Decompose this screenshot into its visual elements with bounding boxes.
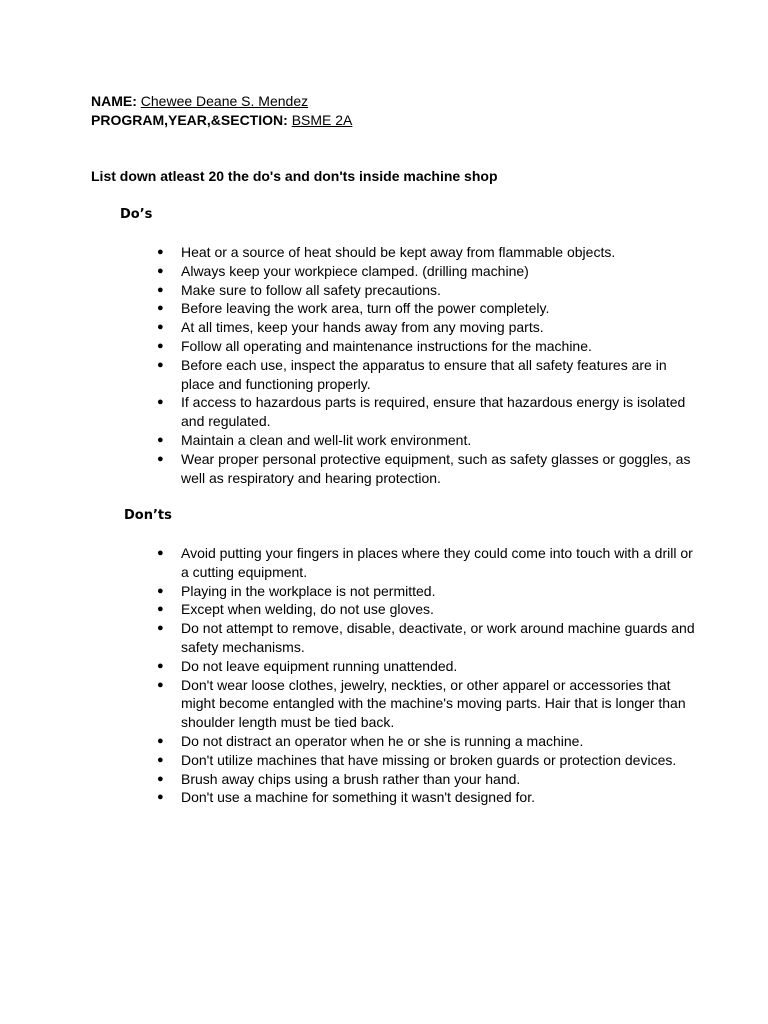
list-item: [155, 393, 695, 431]
program-label: PROGRAM,YEAR,&SECTION:: [91, 112, 288, 128]
bullet-icon: ●: [157, 264, 164, 277]
bullet-icon: ●: [157, 283, 164, 296]
list-item-text: Always keep your workpiece clamped. (drilling machine): [181, 262, 529, 279]
bullet-icon: ●: [157, 358, 164, 371]
list-item-text: Avoid putting your fingers in places where they could come into touch with a drill or a cutting equipment.: [181, 545, 693, 580]
dos-heading: Do’s: [120, 207, 153, 222]
donts-list: [155, 544, 695, 807]
bullet-icon: ●: [157, 678, 164, 691]
program-line: [91, 111, 352, 129]
name-value: Chewee Deane S. Mendez: [140, 93, 309, 109]
bullet-icon: ●: [157, 547, 164, 559]
list-item: [155, 337, 695, 356]
list-item: [155, 318, 695, 337]
dos-list: [155, 243, 695, 487]
list-item: [155, 657, 695, 676]
list-item: [155, 732, 695, 751]
list-item: [155, 544, 695, 582]
list-item-text: Wear proper personal protective equipment, such as safety glasses or goggles, as well as respiratory and hearing protection.: [181, 450, 691, 486]
bullet-icon: ●: [157, 622, 164, 635]
bullet-icon: ●: [157, 659, 164, 672]
list-item: [155, 582, 695, 601]
list-item: [155, 600, 695, 619]
list-item-text: Don't use a machine for something it wasn't designed for.: [181, 789, 535, 806]
list-item: [155, 243, 695, 262]
list-item-text: Except when welding, do not use gloves.: [181, 601, 434, 618]
bullet-icon: ●: [157, 321, 164, 334]
list-item-text: Make sure to follow all safety precautions.: [181, 281, 441, 298]
list-item-text: Do not attempt to remove, disable, deactivate, or work around machine guards and safety mechanisms.: [181, 620, 695, 655]
task-title: List down atleast 20 the do's and don'ts inside machine shop: [91, 168, 498, 184]
list-item: [155, 450, 695, 488]
donts-heading: Don’ts: [124, 508, 172, 523]
list-item: [155, 356, 695, 394]
list-item: [155, 281, 695, 300]
bullet-icon: ●: [157, 339, 164, 352]
list-item: [155, 299, 695, 318]
list-item-text: Before each use, inspect the apparatus to ensure that all safety features are in place and functioning properly.: [181, 356, 667, 392]
bullet-icon: ●: [157, 753, 164, 766]
name-line: [91, 92, 308, 110]
list-item: [155, 770, 695, 789]
list-item-text: Don't wear loose clothes, jewelry, neckties, or other apparel or accessories that might become entangled with the machine's moving parts. Hair that is longer than shoulder length must be tied back.: [181, 676, 686, 731]
list-item: [155, 676, 695, 732]
bullet-icon: ●: [157, 246, 164, 258]
bullet-icon: ●: [157, 772, 164, 785]
list-item-text: Do not leave equipment running unattended.: [181, 657, 458, 674]
bullet-icon: ●: [157, 433, 164, 446]
bullet-icon: ●: [157, 452, 164, 465]
list-item-text: Maintain a clean and well-lit work environment.: [181, 431, 472, 448]
bullet-icon: ●: [157, 302, 164, 315]
list-item-text: Don't utilize machines that have missing or broken guards or protection devices.: [181, 751, 677, 768]
list-item: [155, 788, 695, 807]
bullet-icon: ●: [157, 603, 164, 616]
list-item-text: If access to hazardous parts is required, ensure that hazardous energy is isolated and regulated.: [181, 394, 686, 430]
bullet-icon: ●: [157, 396, 164, 409]
bullet-icon: ●: [157, 584, 164, 597]
list-item-text: Do not distract an operator when he or she is running a machine.: [181, 732, 584, 749]
list-item: [155, 619, 695, 657]
list-item: [155, 751, 695, 770]
bullet-icon: ●: [157, 734, 164, 747]
list-item: [155, 431, 695, 450]
program-value: BSME 2A: [291, 112, 353, 128]
list-item-text: At all times, keep your hands away from any moving parts.: [181, 319, 544, 336]
list-item-text: Heat or a source of heat should be kept away from flammable objects.: [181, 244, 616, 260]
name-label: NAME:: [91, 93, 137, 109]
list-item: [155, 262, 695, 281]
list-item-text: Before leaving the work area, turn off the power completely.: [181, 300, 550, 317]
list-item-text: Playing in the workplace is not permitted.: [181, 582, 436, 599]
bullet-icon: ●: [157, 791, 164, 804]
list-item-text: Brush away chips using a brush rather than your hand.: [181, 770, 521, 787]
list-item-text: Follow all operating and maintenance instructions for the machine.: [181, 337, 592, 354]
